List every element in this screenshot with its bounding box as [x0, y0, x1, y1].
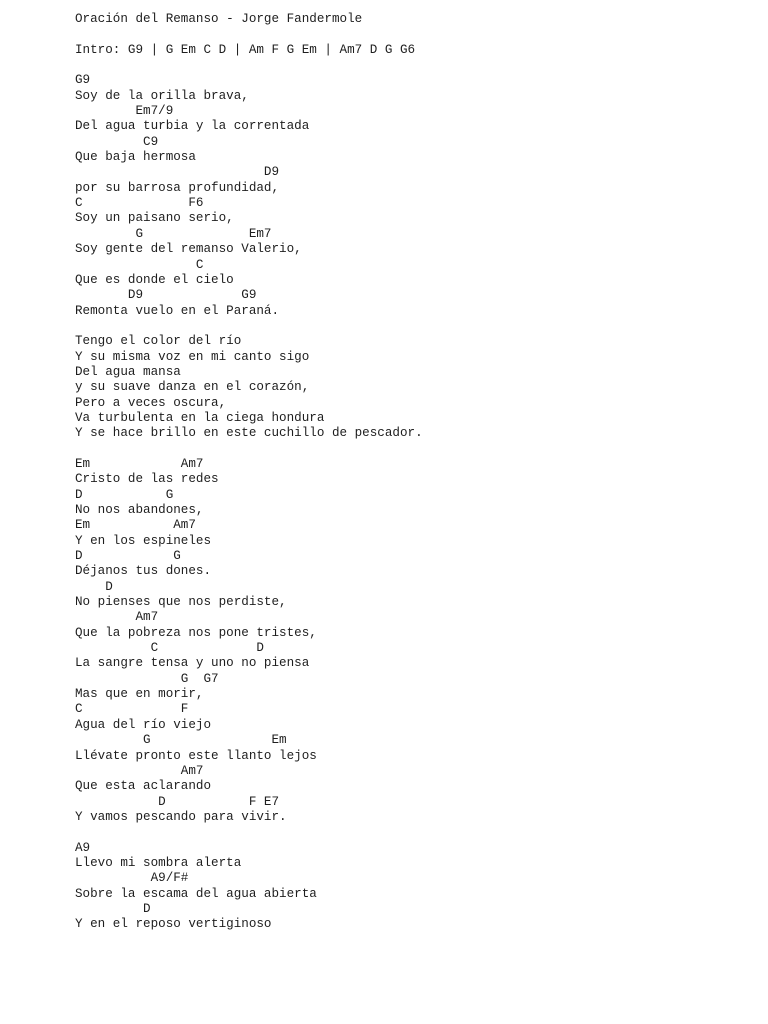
- blank-line: [75, 319, 755, 334]
- song-line: A9: [75, 840, 91, 855]
- song-line: por su barrosa profundidad,: [75, 180, 280, 195]
- chord-sheet: [75, 12, 755, 933]
- song-line: Y se hace brillo en este cuchillo de pescador.: [75, 426, 423, 441]
- song-line: Y vamos pescando para vivir.: [75, 809, 287, 824]
- song-line: D9: [75, 165, 280, 180]
- song-line: C D: [75, 641, 264, 656]
- intro-line: Intro: G9 | G Em C D | Am F G Em | Am7 D G G6: [75, 42, 416, 57]
- blank-line: [75, 27, 755, 42]
- song-line: D: [75, 579, 113, 594]
- song-line: y su suave danza en el corazón,: [75, 380, 310, 395]
- song-line: Va turbulenta en la ciega hondura: [75, 410, 325, 425]
- song-line: Que baja hermosa: [75, 150, 196, 165]
- song-line: C: [75, 257, 204, 272]
- song-line: Em Am7: [75, 518, 196, 533]
- song-line: Am7: [75, 763, 204, 778]
- song-line: Soy de la orilla brava,: [75, 88, 249, 103]
- song-line: Y en los espineles: [75, 533, 212, 548]
- song-line: C9: [75, 134, 159, 149]
- song-line: G9: [75, 73, 91, 88]
- song-line: D: [75, 901, 151, 916]
- song-line: Em7/9: [75, 104, 174, 119]
- song-line: Del agua mansa: [75, 364, 181, 379]
- song-line: Agua del río viejo: [75, 717, 212, 732]
- song-line: Que esta aclarando: [75, 779, 212, 794]
- song-line: Soy un paisano serio,: [75, 211, 234, 226]
- song-line: Del agua turbia y la correntada: [75, 119, 310, 134]
- song-line: Tengo el color del río: [75, 334, 242, 349]
- song-line: Déjanos tus dones.: [75, 564, 212, 579]
- song-line: Em Am7: [75, 456, 204, 471]
- song-line: Que la pobreza nos pone tristes,: [75, 625, 317, 640]
- song-line: Cristo de las redes: [75, 472, 219, 487]
- song-line: C F6: [75, 196, 204, 211]
- song-line: Que es donde el cielo: [75, 272, 234, 287]
- song-line: D F E7: [75, 794, 280, 809]
- song-line: Y en el reposo vertiginoso: [75, 917, 272, 932]
- song-title: Oración del Remanso - Jorge Fandermole: [75, 12, 363, 26]
- song-line: G G7: [75, 671, 219, 686]
- song-line: D G: [75, 549, 181, 564]
- blank-line: [75, 825, 755, 840]
- lyrics-body: [75, 73, 755, 932]
- song-line: Llevo mi sombra alerta: [75, 855, 242, 870]
- song-line: Sobre la escama del agua abierta: [75, 886, 317, 901]
- song-line: Pero a veces oscura,: [75, 395, 227, 410]
- blank-line: [75, 58, 755, 73]
- song-line: C F: [75, 702, 189, 717]
- song-line: Soy gente del remanso Valerio,: [75, 242, 302, 257]
- song-line: La sangre tensa y uno no piensa: [75, 656, 310, 671]
- song-line: No pienses que nos perdiste,: [75, 595, 287, 610]
- song-line: Y su misma voz en mi canto sigo: [75, 349, 310, 364]
- song-line: A9/F#: [75, 871, 189, 886]
- song-line: D9 G9: [75, 288, 257, 303]
- song-line: D G: [75, 487, 174, 502]
- song-line: Remonta vuelo en el Paraná.: [75, 303, 280, 318]
- song-line: Mas que en morir,: [75, 687, 204, 702]
- song-line: No nos abandones,: [75, 503, 204, 517]
- song-line: G Em: [75, 733, 287, 748]
- song-line: Llévate pronto este llanto lejos: [75, 748, 317, 763]
- song-line: Am7: [75, 610, 159, 625]
- song-line: G Em7: [75, 226, 272, 241]
- blank-line: [75, 442, 755, 457]
